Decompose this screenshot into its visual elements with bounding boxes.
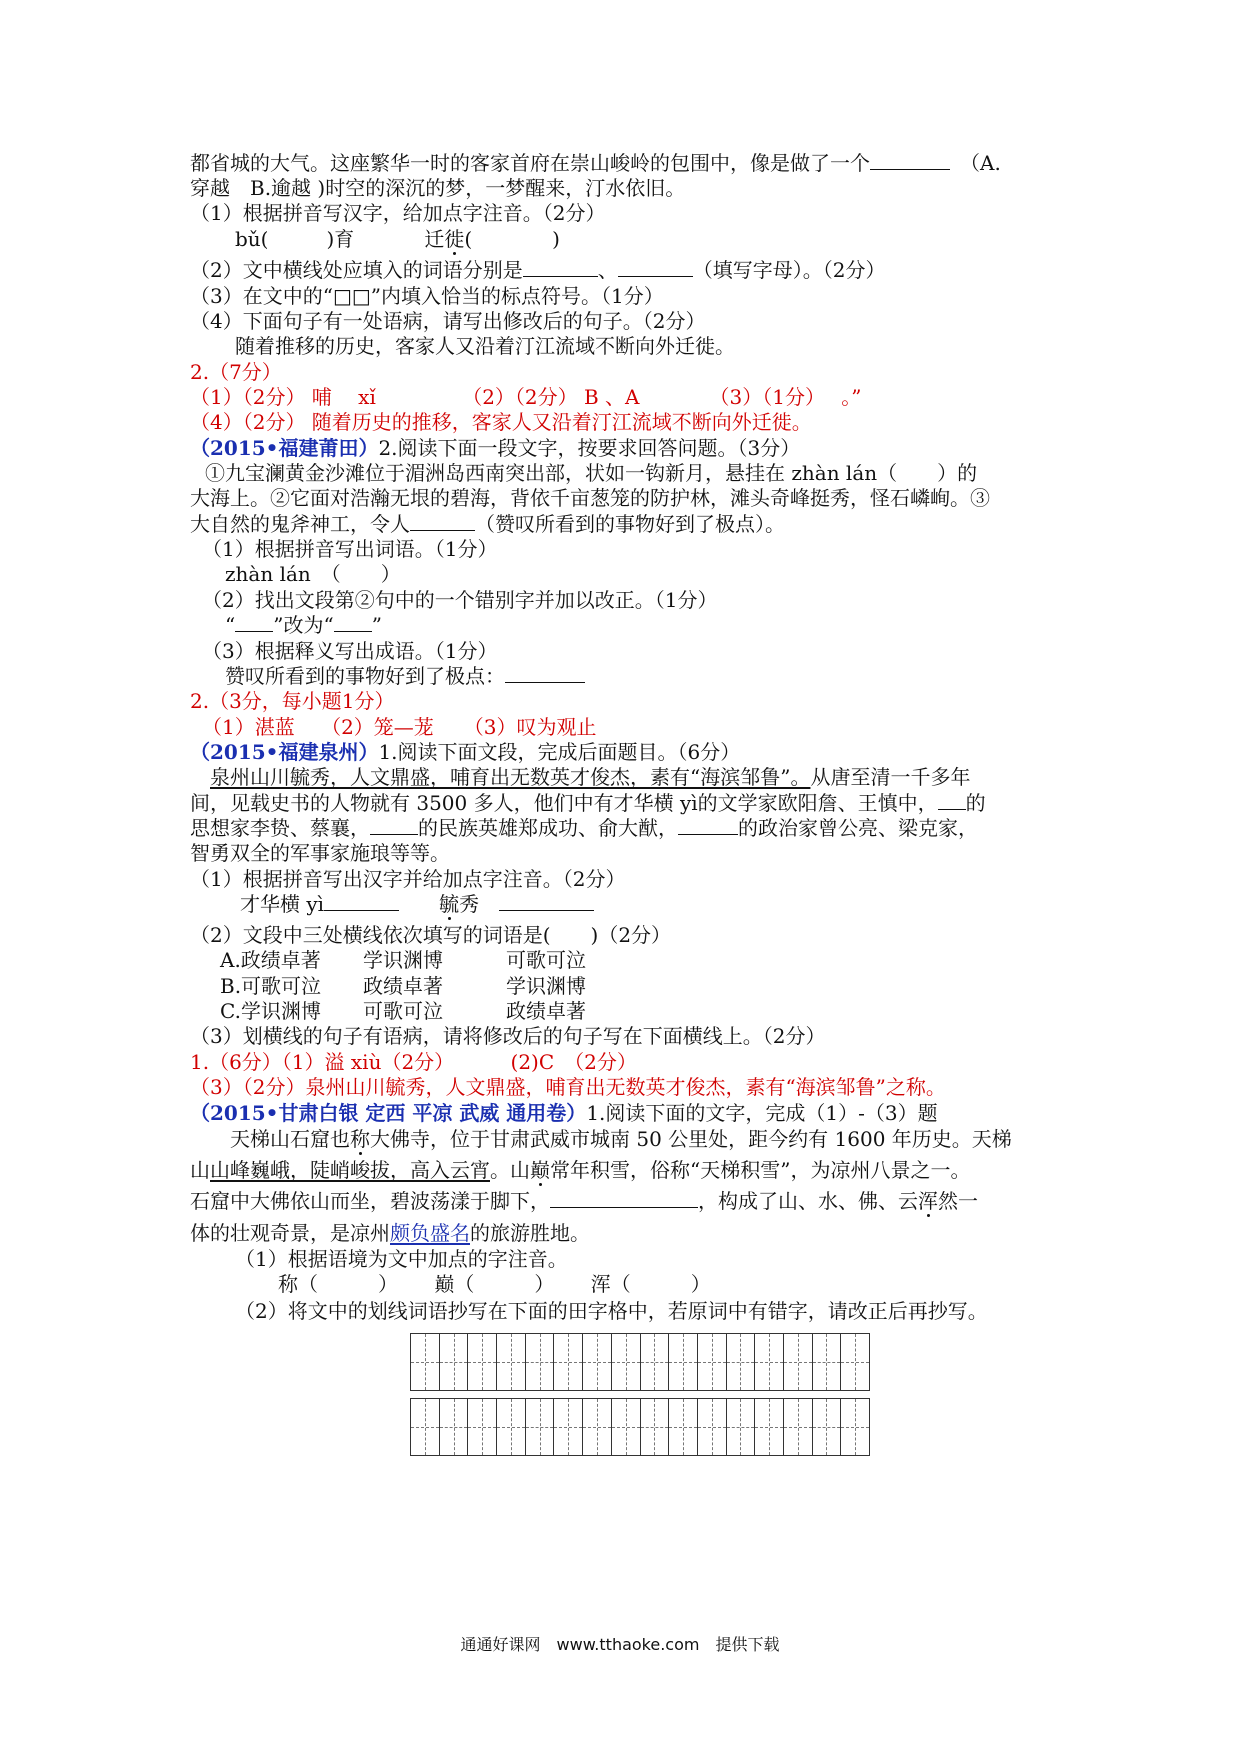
question-title: （2015•福建泉州）1.阅读下面文段，完成后面题目。（6分） [190,740,741,764]
answer-line: 1.（6分）（1）溢 xiù（2分） (2)C （2分） [190,1050,637,1074]
answer-blank[interactable] [334,613,372,632]
sub-question: （1）根据拼音写汉字，给加点字注音。（2分） [190,201,606,225]
answer-blank[interactable] [505,664,585,683]
page-footer: 通通好课网 www.tthaoke.com 提供下载 [460,1635,780,1654]
sub-question: （2）将文中的划线词语抄写在下面的田字格中，若原词中有错字，请改正后再抄写。 [235,1299,988,1323]
answer-blank[interactable] [870,151,950,170]
answer-blank[interactable] [678,816,738,835]
question-title: （2015•福建莆田）2.阅读下面一段文字，按要求回答问题。（3分） [190,436,801,460]
sub-question-items: 才华横 yì 毓秀 [240,891,594,917]
option-row[interactable]: B.可歌可泣 政绩卓著 学识渊博 [220,974,586,998]
sub-question-items: 赞叹所看到的事物好到了极点： [225,663,585,689]
passage-line: 都省城的大气。这座繁华一时的客家首府在崇山峻岭的包围中，像是做了一个 （A. [190,151,1001,175]
answer-blank[interactable] [618,258,693,277]
answer-line: （3）（2分）泉州山川毓秀，人文鼎盛，哺育出无数英才俊杰，素有“海滨邹鲁”之称。 [190,1075,946,1099]
passage-line: 山山峰巍峨，陡峭峻拔，高入云宵。山巅常年积雪，俗称“天梯积雪”，为凉州八景之一。 [190,1158,971,1182]
answer-blank[interactable] [523,258,598,277]
question-title: （2015•甘肃白银 定西 平凉 武威 通用卷）1.阅读下面的文字，完成（1）-（3）题 [190,1101,938,1125]
sub-question: （1）根据语境为文中加点的字注音。 [235,1247,568,1271]
passage-line: 体的壮观奇景，是凉州颇负盛名的旅游胜地。 [190,1221,590,1245]
sub-question: （2）文段中三处横线依次填写的词语是( )（2分） [190,923,672,947]
answer-line: （1）（2分） 哺 xǐ （2）（2分） B 、A （3）（1分） 。” [190,385,862,409]
writing-grid-row-1[interactable] [410,1333,870,1391]
sub-question-items: bǔ( )育 迁徙( ) [235,227,560,251]
answer-heading: 2.（7分） [190,360,282,384]
passage-line: 天梯山石窟也称大佛寺，位于甘肃武威市城南 50 公里处，距今约有 1600 年历史。天梯 [230,1127,1012,1151]
answer-blank[interactable] [370,816,418,835]
option-row[interactable]: C.学识渊博 可歌可泣 政绩卓著 [220,999,586,1023]
sub-question: （4）下面句子有一处语病，请写出修改后的句子。（2分） [190,309,706,333]
passage-line: 大自然的鬼斧神工，令人 （赞叹所看到的事物好到了极点）。 [190,512,785,536]
passage-line: 大海上。②它面对浩瀚无垠的碧海，背依千亩葱笼的防护林，滩头奇峰挺秀，怪石嶙峋。③ [190,486,990,510]
option-row[interactable]: A.政绩卓著 学识渊博 可歌可泣 [220,948,586,972]
answer-blank[interactable] [550,1189,698,1208]
sentence: 随着推移的历史，客家人又沿着汀江流域不断向外迁徙。 [235,334,735,358]
passage-line: 智勇双全的军事家施琅等等。 [190,841,450,865]
passage-line: 泉州山川毓秀，人文鼎盛，哺育出无数英才俊杰，素有“海滨邹鲁”。从唐至清一千多年 [210,765,971,789]
answer-blank[interactable] [938,791,966,810]
sub-question: （3）在文中的“□□”内填入恰当的标点符号。（1分） [190,284,664,308]
passage-line: 思想家李贽、蔡襄， 的民族英雄郑成功、俞大猷， 的政治家曾公亮、梁克家， [190,816,978,840]
sub-question: （2）文中横线处应填入的词语分别是 、 （填写字母）。（2分） [190,258,886,282]
sub-question: （2）找出文段第②句中的一个错别字并加以改正。（1分） [202,588,718,612]
sub-question: （1）根据拼音写出词语。（1分） [202,537,498,561]
answer-heading: 2.（3分，每小题1分） [190,689,395,713]
passage-line: 穿越 B.逾越 )时空的深沉的梦，一梦醒来，汀水依旧。 [190,176,686,200]
passage-line: 石窟中大佛依山而坐，碧波荡漾于脚下， ，构成了山、水、佛、云浑然一 [190,1189,978,1213]
underlined-phrase-link[interactable]: 颇负盛名 [390,1221,470,1245]
sub-question: （3）根据释义写出成语。（1分） [202,639,498,663]
answer-blank[interactable] [235,613,273,632]
answer-blank[interactable] [410,512,475,531]
answer-blank[interactable] [499,892,594,911]
writing-grid-row-2[interactable] [410,1398,870,1456]
passage-line: ①九宝澜黄金沙滩位于湄洲岛西南突出部，状如一钩新月，悬挂在 zhàn lán（ ）的 [205,461,978,485]
sub-question: （1）根据拼音写出汉字并给加点字注音。（2分） [190,867,626,891]
answer-line: （4）（2分） 随着历史的推移，客家人又沿着汀江流域不断向外迁徙。 [190,410,812,434]
answer-blank[interactable] [324,892,399,911]
sub-question: （3）划横线的句子有语病，请将修改后的句子写在下面横线上。（2分） [190,1024,826,1048]
passage-line: 间，见载史书的人物就有 3500 多人，他们中有才华横 yì的文学家欧阳詹、王慎中， 的 [190,791,986,815]
sub-question-items: 称（ ） 巅（ ） 浑（ ） [278,1272,711,1296]
sub-question-items: “ ”改为“ ” [225,613,382,637]
sub-question-items: zhàn lán （ ） [225,562,401,586]
answer-line: （1）湛蓝 （2）笼—茏 （3）叹为观止 [202,715,597,739]
